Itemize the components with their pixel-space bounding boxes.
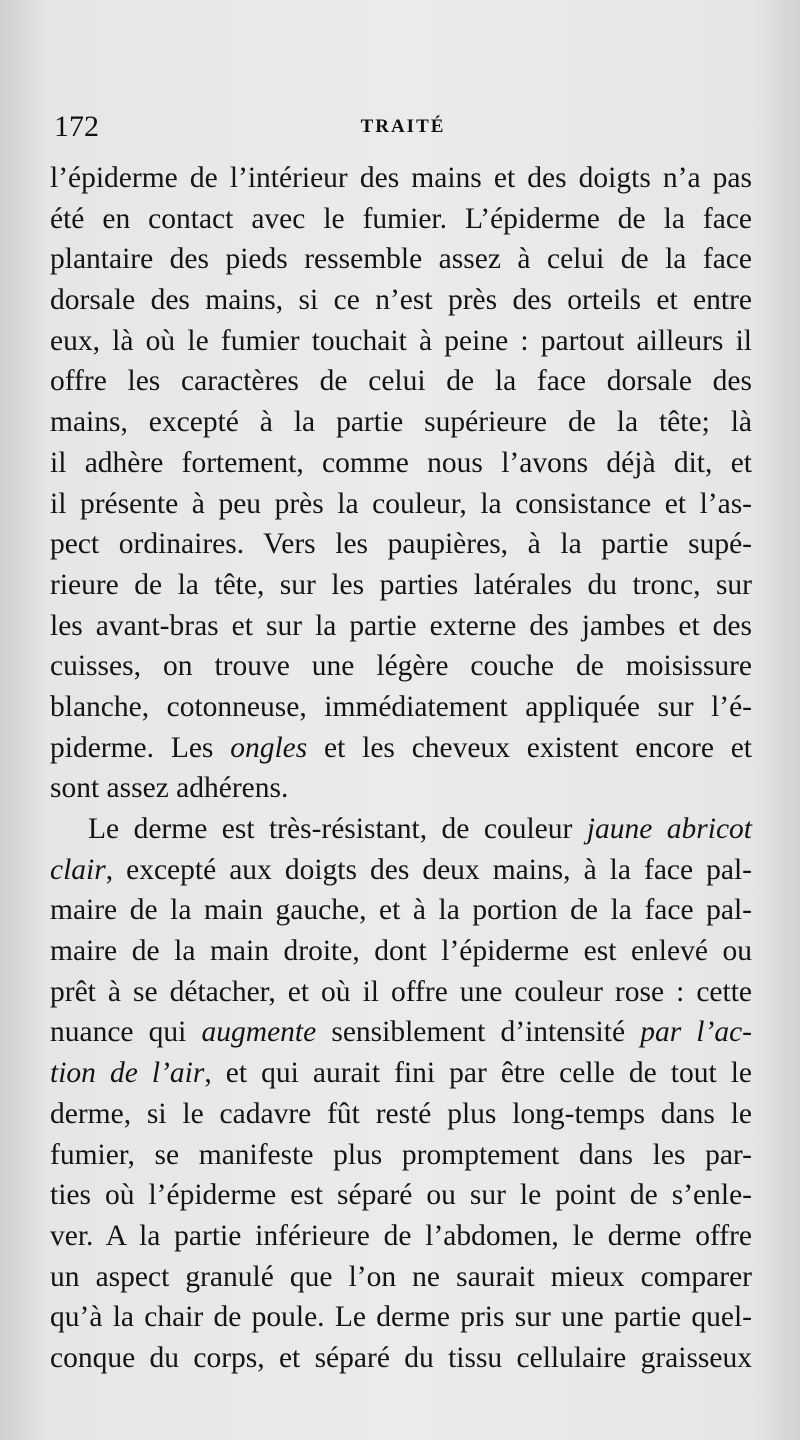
- text-line: plantaire des pieds ressemble assez à celui de la face: [50, 243, 752, 276]
- text-line: rieure de la tête, sur les parties latérales du tronc, sur: [50, 568, 752, 601]
- italic-term: ongles: [230, 731, 308, 764]
- text-line: fumier, se manifeste plus promptement dans les par-: [50, 1138, 752, 1171]
- text-line: offre les caractères de celui de la face dorsale des: [50, 365, 752, 398]
- italic-term: tion de l’air: [50, 1057, 205, 1090]
- text-line: blanche, cotonneuse, immédiatement appliquée sur l’é-: [50, 690, 752, 723]
- text-line: maire de la main droite, dont l’épiderme est enlevé ou: [50, 935, 752, 968]
- text-run: Le derme est très-résistant, de couleur: [88, 813, 587, 845]
- paragraph-2: [50, 809, 752, 1379]
- text-line: un aspect granulé que l’on ne saurait mieux comparer: [50, 1260, 752, 1293]
- page-header: [54, 110, 752, 150]
- text-line: été en contact avec le fumier. L’épiderme de la face: [50, 202, 752, 235]
- text-run: piderme. Les: [50, 731, 231, 764]
- paragraph-1: [50, 158, 752, 809]
- text-line: [50, 809, 752, 850]
- italic-term: clair: [50, 853, 106, 886]
- italic-term: par l’ac-: [640, 1016, 752, 1049]
- text-line: qu’à la chair de poule. Le derme pris sur une partie quel-: [50, 1301, 752, 1334]
- running-title: TRAITÉ: [360, 116, 446, 137]
- italic-term: augmente: [201, 1016, 317, 1049]
- text-line: [50, 1053, 752, 1094]
- text-line: [50, 728, 752, 769]
- text-line: [50, 1012, 752, 1053]
- text-line: les avant-bras et sur la partie externe des jambes et des: [50, 609, 752, 642]
- text-line: l’épiderme de l’intérieur des mains et des doigts n’a pas: [50, 162, 752, 194]
- text-line: cuisses, on trouve une légère couche de moisissure: [50, 650, 752, 683]
- text-line: maire de la main gauche, et à la portion de la face pal-: [50, 894, 752, 927]
- text-line: ver. A la partie inférieure de l’abdomen, le derme offre: [50, 1219, 752, 1252]
- text-line: pect ordinaires. Vers les paupières, à la partie supé-: [50, 528, 752, 561]
- italic-term: jaune abricot: [586, 813, 752, 845]
- text-run: , et qui aurait fini par être celle de tout le: [204, 1057, 752, 1090]
- text-line: derme, si le cadavre fût resté plus long-temps dans le: [50, 1097, 752, 1130]
- page-number: 172: [54, 110, 99, 143]
- text-run: , excepté aux doigts des deux mains, à la face pal-: [105, 853, 752, 886]
- text-line: ties où l’épiderme est séparé ou sur le point de s’enle-: [50, 1179, 752, 1212]
- body-text: [50, 158, 752, 1379]
- text-line: mains, excepté à la partie supérieure de la tête; là: [50, 406, 752, 439]
- text-run: et les cheveux existent encore et: [307, 731, 752, 764]
- text-line: il présente à peu près la couleur, la consistance et l’as-: [50, 487, 752, 520]
- text-run: nuance qui: [50, 1016, 202, 1049]
- text-line: il adhère fortement, comme nous l’avons déjà dit, et: [50, 446, 752, 479]
- text-line: dorsale des mains, si ce n’est près des orteils et entre: [50, 284, 752, 317]
- text-line: prêt à se détacher, et où il offre une couleur rose : cette: [50, 975, 752, 1008]
- text-line: eux, là où le fumier touchait à peine : partout ailleurs il: [50, 324, 752, 357]
- text-line: [50, 850, 752, 891]
- text-line: conque du corps, et séparé du tissu cellulaire graisseux: [50, 1341, 752, 1374]
- text-run: sensiblement d’intensité: [316, 1016, 641, 1049]
- text-line: sont assez adhérens.: [50, 772, 289, 805]
